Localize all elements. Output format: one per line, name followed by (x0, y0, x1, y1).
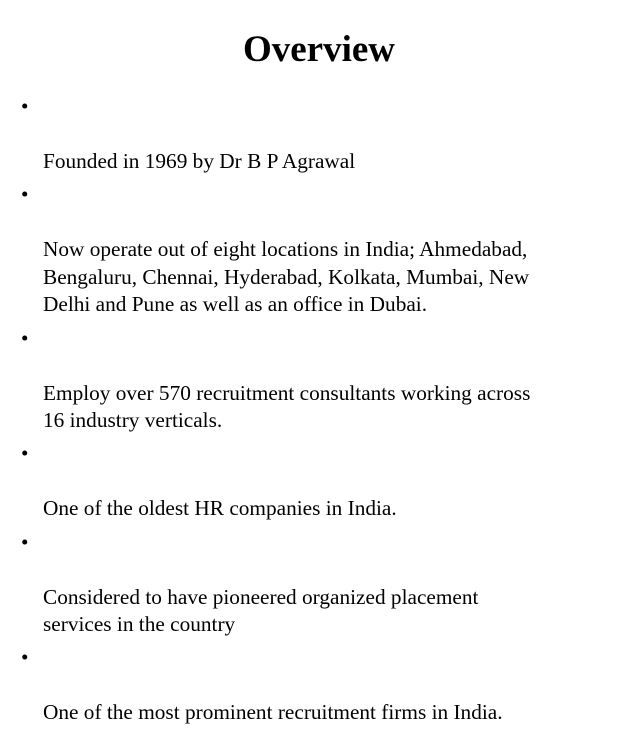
bullet-item (21, 181, 621, 319)
bullet-text: Employ over 570 recruitment consultants working across 16 industry verticals. (43, 380, 531, 433)
bullet-text: Considered to have pioneered organized placement services in the country (43, 584, 479, 637)
bullet-item (21, 644, 621, 727)
slide-title: Overview (242, 29, 396, 70)
bullet-item (21, 440, 621, 523)
bullet-item (21, 529, 621, 639)
bullet-text: One of the most prominent recruitment firms in India. (43, 700, 503, 725)
bullet-item (21, 93, 621, 176)
bullet-list (21, 93, 621, 733)
bullet-icon: • (21, 94, 29, 118)
bullet-text: One of the oldest HR companies in India. (43, 496, 397, 521)
bullet-icon: • (21, 182, 29, 207)
bullet-text: Now operate out of eight locations in India; Ahmedabad, Bengaluru, Chennai, Hyderabad, Kolkata, Mumbai, New Delhi and Pune as well as an office in Dubai. (43, 237, 530, 317)
bullet-icon: • (21, 529, 29, 554)
bullet-icon: • (21, 325, 29, 350)
bullet-icon: • (21, 645, 29, 670)
bullet-icon: • (21, 441, 29, 466)
bullet-item (21, 325, 621, 435)
bullet-text: Founded in 1969 by Dr B P Agrawal (43, 149, 356, 173)
